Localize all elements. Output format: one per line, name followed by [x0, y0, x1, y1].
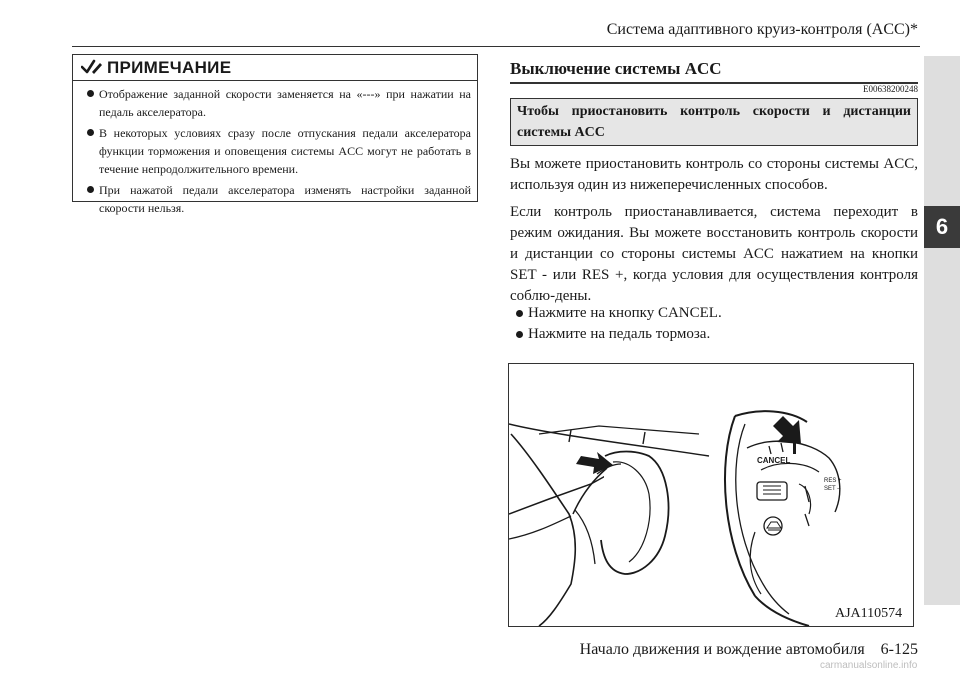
header-divider — [72, 46, 920, 47]
note-item — [81, 124, 471, 178]
brake-pedal-illustration — [509, 424, 709, 626]
note-item-text: При нажатой педали акселератора изменять настройки заданной скорости нельзя. — [99, 183, 471, 215]
figure-code: AJA110574 — [835, 606, 903, 621]
chapter-number-badge[interactable]: 6 — [924, 206, 960, 248]
list-item — [510, 324, 918, 345]
note-title: ПРИМЕЧАНИЕ — [107, 58, 232, 77]
note-list — [81, 85, 471, 220]
list-item-text: Нажмите на кнопку CANCEL. — [528, 305, 722, 321]
bullet-icon — [516, 310, 523, 317]
arrow-icon — [773, 416, 801, 444]
bullet-icon — [516, 331, 523, 338]
res-button-label: RES + — [824, 478, 842, 484]
steering-wheel-illustration — [725, 411, 842, 626]
cancel-button-label: CANCEL — [757, 456, 791, 465]
page-header-title: Система адаптивного круиз-контроля (ACC)* — [606, 21, 918, 38]
note-box — [72, 54, 478, 215]
pencil-check-icon — [81, 59, 103, 75]
list-item-text: Нажмите на педаль тормоза. — [528, 326, 711, 342]
page-footer: Начало движения и вождение автомобиля 6-125 — [579, 641, 918, 658]
note-item-text: В некоторых условиях сразу после отпускания педали акселератора функции торможения и оповещения системы ACC могут не работать в течение непродолжительного времени. — [99, 126, 471, 176]
action-list — [510, 303, 918, 345]
paragraph: Вы можете приостановить контроль со стороны системы ACC, используя один из нижеперечисленных способов. — [510, 156, 918, 193]
bullet-icon — [87, 90, 94, 97]
illustration-figure — [508, 363, 914, 627]
note-item — [81, 181, 471, 217]
bullet-icon — [87, 186, 94, 193]
note-item-text: Отображение заданной скорости заменяется на «---» при нажатии на педаль акселератора. — [99, 87, 471, 119]
steering-wheel-and-brake-pedal-illustration — [509, 364, 913, 626]
bullet-icon — [87, 129, 94, 136]
chapter-side-tab — [924, 56, 960, 605]
set-button-label: SET – — [824, 486, 841, 492]
list-item — [510, 303, 918, 324]
watermark: carmanualsonline.info — [820, 660, 918, 671]
subheading-box: Чтобы приостановить контроль скорости и дистанции системы ACC — [510, 98, 918, 146]
paragraph: Если контроль приостанавливается, система переходит в режим ожидания. Вы можете восстановить контроль скорости и дистанции со стороны системы ACC нажатием на кнопки SET - или RES +, когда условия для осуществления контроля соблю-дены. — [510, 204, 918, 304]
section-title: Выключение системы ACC — [510, 59, 722, 78]
section-code: E00638200248 — [863, 84, 918, 94]
note-item — [81, 85, 471, 121]
note-header — [73, 55, 477, 81]
